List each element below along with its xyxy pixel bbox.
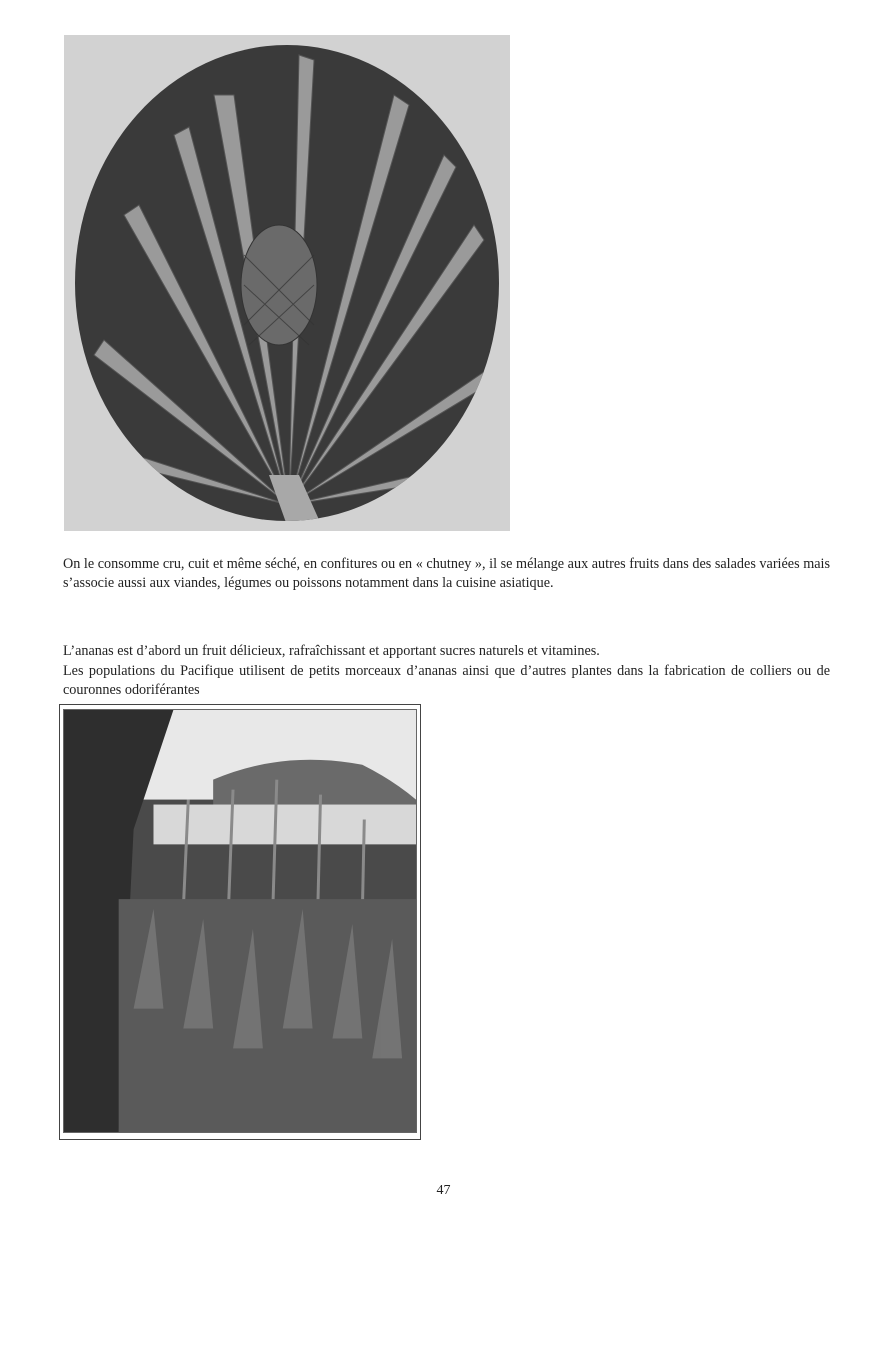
pineapple-field-photo <box>59 704 421 1140</box>
paragraph-nutrition: L’ananas est d’abord un fruit délicieux, rafraîchissant et apportant sucres naturels et vitamines. <box>63 643 600 659</box>
pineapple-plant-photo <box>64 35 510 531</box>
paragraph-consumption: On le consomme cru, cuit et même séché, en confitures ou en « chutney », il se mélange aux autres fruits dans des salades variées mais s’associe aussi aux viandes, légumes ou poissons notamment dans la cuisine asiatique. <box>63 556 830 591</box>
paragraph-pacific-uses: Les populations du Pacifique utilisent de petits morceaux d’ananas ainsi que d’autres plantes dans la fabrication de colliers ou de couronnes odoriférantes <box>63 663 830 698</box>
page-number: 47 <box>436 1183 451 1198</box>
